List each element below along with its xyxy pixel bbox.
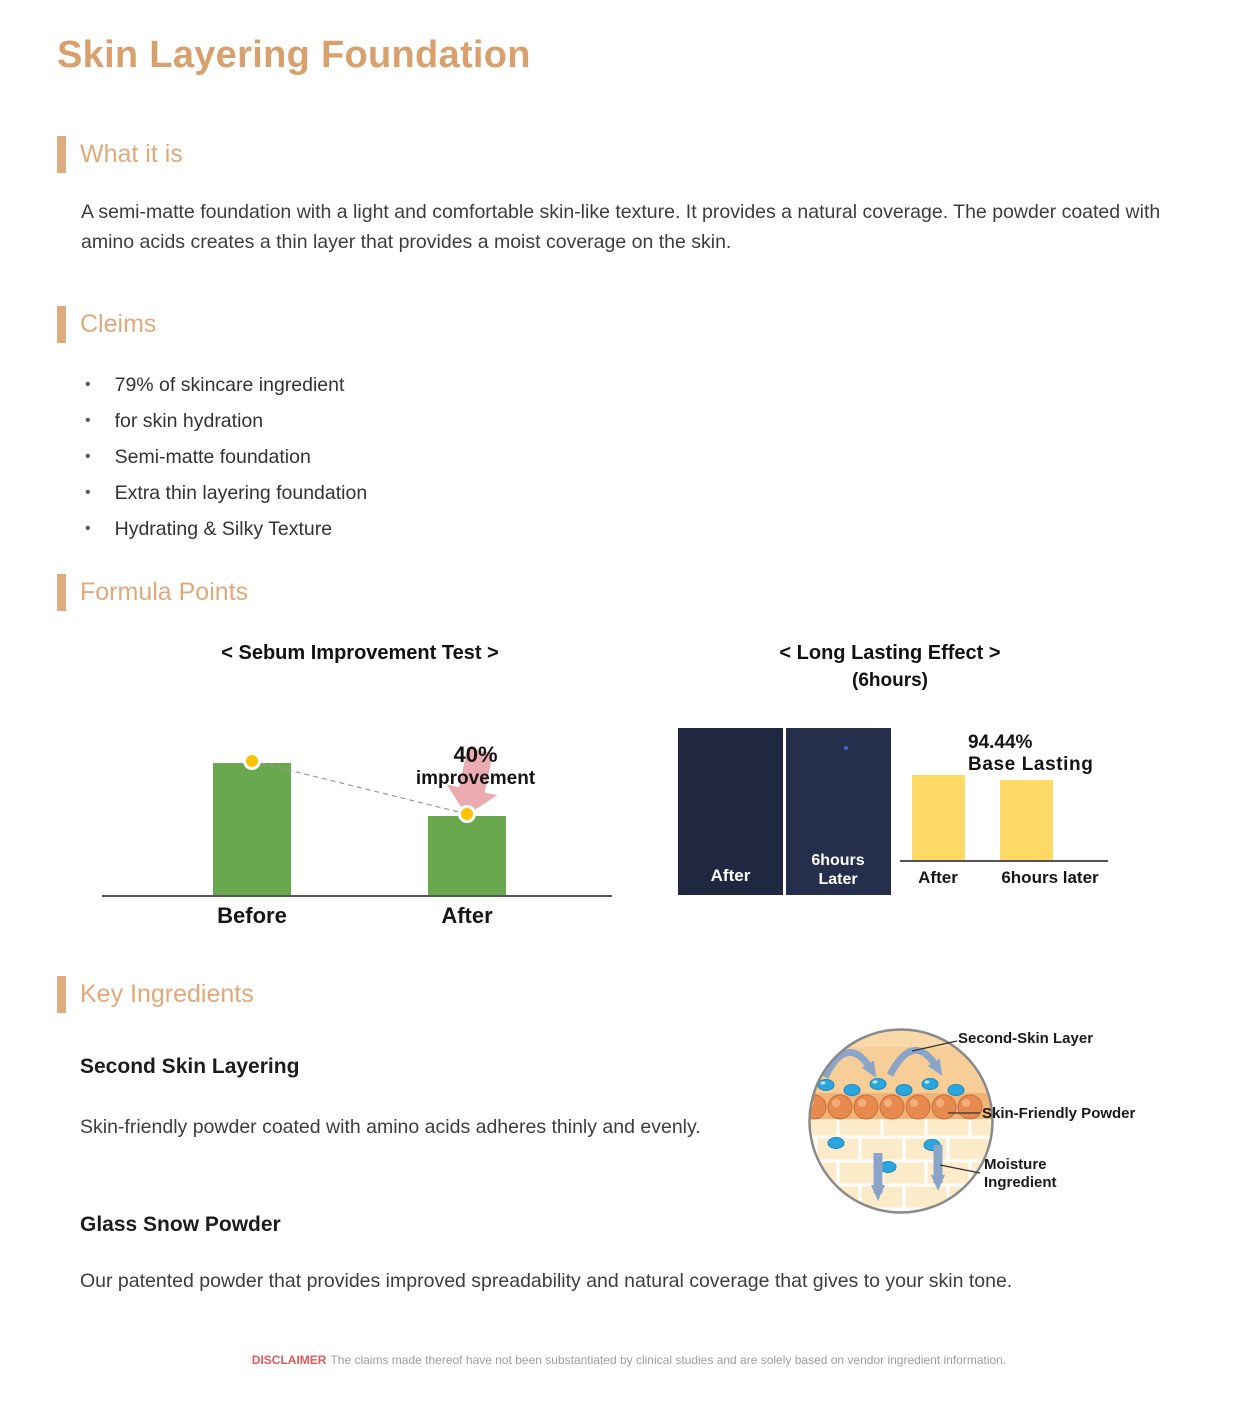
annotation-caption: improvement bbox=[415, 768, 536, 789]
claim-text: for skin hydration bbox=[114, 409, 264, 432]
list-item bbox=[85, 511, 367, 547]
bullet-icon: • bbox=[85, 412, 91, 429]
chart-subtitle: (6hours) bbox=[852, 670, 928, 691]
long-lasting-chart bbox=[660, 640, 1120, 940]
x-tick-6hours-later: 6hours later bbox=[1001, 868, 1099, 887]
page-title: Skin Layering Foundation bbox=[57, 34, 531, 76]
bullet-icon: • bbox=[85, 448, 91, 465]
section-marker-icon bbox=[57, 306, 66, 343]
bar-6hours-later bbox=[1000, 780, 1053, 860]
improvement-annotation bbox=[383, 742, 568, 790]
skin-layers bbox=[798, 1023, 1004, 1221]
disclaimer-label: DISCLAIMER bbox=[251, 1353, 327, 1367]
x-axis-line bbox=[900, 860, 1108, 862]
section-header-what-it-is bbox=[57, 136, 183, 173]
base-lasting-annotation bbox=[968, 732, 1148, 776]
section-heading-formula-points: Formula Points bbox=[80, 578, 249, 606]
x-tick-after: After bbox=[441, 903, 493, 928]
ingredient-description: Our patented powder that provides improved spreadability and natural coverage that gives to your skin tone. bbox=[80, 1270, 1013, 1292]
list-item bbox=[85, 439, 367, 475]
section-heading-what-it-is: What it is bbox=[80, 140, 183, 168]
what-it-is-text: A semi-matte foundation with a light and comfortable skin-like texture. It provides a natural coverage. The powder coated with amino acids creates a thin layer that provides a moist coverage on the skin. bbox=[81, 201, 1161, 254]
photo-label: 6hours Later bbox=[811, 851, 865, 888]
bullet-icon: • bbox=[85, 376, 91, 393]
section-marker-icon bbox=[57, 574, 66, 611]
x-tick-before: Before bbox=[217, 903, 287, 928]
annotation-value: 40% bbox=[453, 742, 498, 767]
photo-after bbox=[678, 728, 783, 895]
ingredient-name-second-skin-layering: Second Skin Layering bbox=[80, 1055, 300, 1078]
data-point-marker bbox=[245, 754, 260, 769]
diagram-label-second-skin-layer: Second-Skin Layer bbox=[958, 1030, 1094, 1047]
bullet-icon: • bbox=[85, 520, 91, 537]
claim-text: Hydrating & Silky Texture bbox=[114, 517, 333, 540]
diagram-label-moisture-ingredient: Moisture Ingredient bbox=[984, 1156, 1057, 1191]
section-heading-key-ingredients: Key Ingredients bbox=[80, 980, 254, 1008]
bar-after bbox=[912, 775, 965, 860]
photo-label: After bbox=[710, 865, 751, 885]
section-marker-icon bbox=[57, 976, 66, 1013]
annotation-value: 94.44% bbox=[968, 732, 1033, 753]
claim-text: Semi-matte foundation bbox=[114, 445, 311, 468]
speck-icon bbox=[844, 746, 848, 750]
list-item bbox=[85, 403, 367, 439]
claim-text: Extra thin layering foundation bbox=[114, 481, 368, 504]
claim-text: 79% of skincare ingredient bbox=[114, 373, 345, 396]
ingredient-description: Skin-friendly powder coated with amino acids adheres thinly and evenly. bbox=[80, 1116, 701, 1138]
disclaimer bbox=[0, 1353, 1258, 1367]
x-tick-after: After bbox=[918, 868, 958, 887]
chart-title: < Long Lasting Effect > bbox=[779, 642, 1001, 664]
moisture-brick-layer bbox=[798, 1119, 1004, 1221]
disclaimer-text: The claims made thereof have not been substantiated by clinical studies and are solely based on vendor ingredient information. bbox=[330, 1353, 1007, 1367]
sebum-chart-overlay bbox=[100, 640, 620, 940]
sebum-improvement-chart bbox=[100, 640, 620, 940]
list-item bbox=[85, 475, 367, 511]
annotation-caption: Base Lasting bbox=[968, 754, 1094, 775]
photo-6hours-later bbox=[786, 728, 891, 895]
diagram-label-skin-friendly-powder: Skin-Friendly Powder bbox=[982, 1105, 1136, 1122]
list-item bbox=[85, 367, 367, 403]
section-header-formula-points bbox=[57, 574, 248, 611]
ingredient-name-glass-snow-powder: Glass Snow Powder bbox=[80, 1213, 281, 1236]
claims-list bbox=[85, 367, 367, 547]
data-point-marker bbox=[460, 807, 475, 822]
section-header-key-ingredients bbox=[57, 976, 254, 1013]
section-marker-icon bbox=[57, 136, 66, 173]
bullet-icon: • bbox=[85, 484, 91, 501]
section-heading-claims: Cleims bbox=[80, 310, 157, 338]
chart-title: < Sebum Improvement Test > bbox=[221, 642, 499, 664]
section-header-claims bbox=[57, 306, 156, 343]
